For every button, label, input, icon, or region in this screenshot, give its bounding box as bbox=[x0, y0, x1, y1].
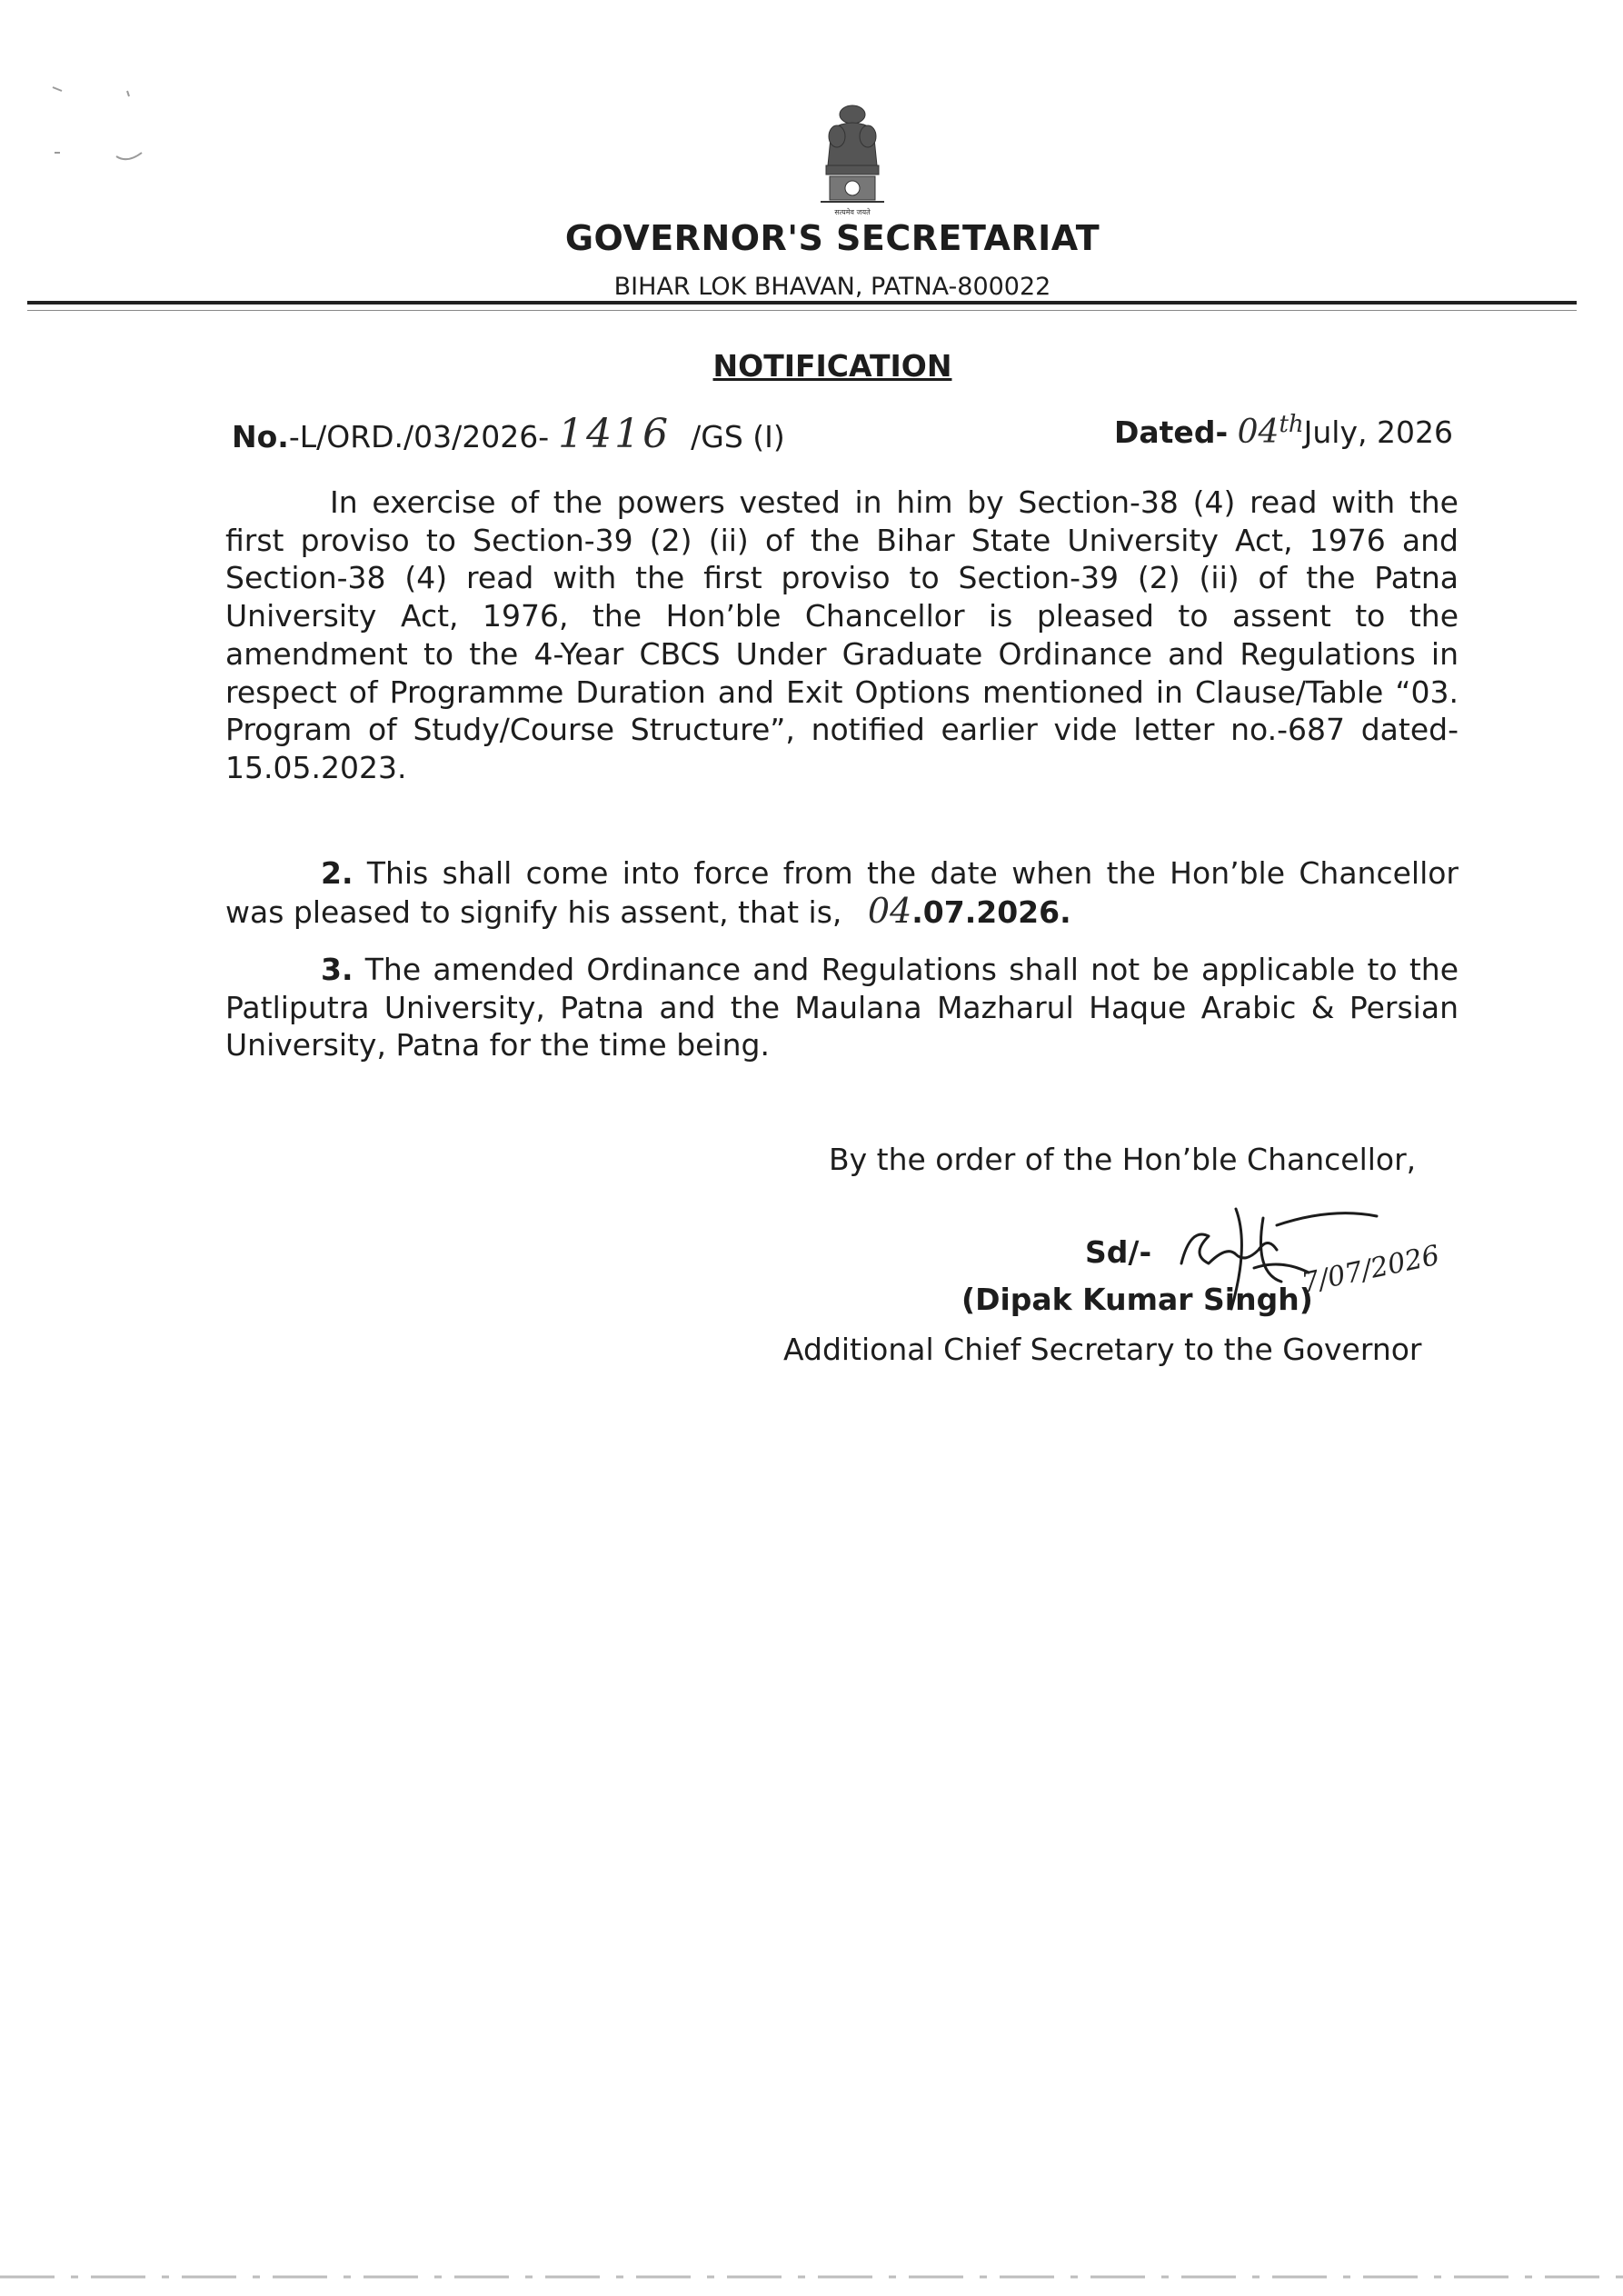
reference-prefix: -L/ORD./03/2026- bbox=[288, 419, 550, 454]
paragraph-2-handwritten-day: 04 bbox=[867, 890, 912, 931]
paragraph-3-text: The amended Ordinance and Regulations shall not be applicable to the Patliputra University, Patna and the Maulana Mazharul Haque Arabic & Persian University, Patna for the time being. bbox=[225, 952, 1459, 1063]
signatory-name: (Dipak Kumar Singh) bbox=[961, 1282, 1313, 1317]
dated-label: Dated- bbox=[1114, 414, 1229, 450]
emblem-motto: सत्यमेव जयते bbox=[834, 208, 871, 216]
reference-label: No. bbox=[232, 419, 289, 454]
signatory-designation: Additional Chief Secretary to the Governor bbox=[783, 1332, 1422, 1367]
sd-label: Sd/- bbox=[1085, 1234, 1152, 1270]
office-name: GOVERNOR'S SECRETARIAT bbox=[564, 218, 1100, 258]
header-rule-thin bbox=[27, 310, 1577, 311]
paragraph-2-text: This shall come into force from the date when the Hon’ble Chancellor was pleased to signify his assent, that is, bbox=[225, 855, 1459, 930]
notification-date bbox=[1114, 411, 1453, 451]
order-line: By the order of the Hon’ble Chancellor, bbox=[829, 1142, 1417, 1177]
dated-handwritten-day: 04 bbox=[1237, 414, 1279, 451]
reference-handwritten-number: 1416 bbox=[558, 411, 672, 457]
dated-day-suffix: th bbox=[1279, 411, 1304, 438]
national-emblem-icon bbox=[813, 102, 891, 218]
reference-suffix: /GS (I) bbox=[691, 419, 785, 454]
paragraph-2 bbox=[225, 854, 1459, 931]
paragraph-2-number: 2. bbox=[321, 855, 353, 891]
paragraph-2-date-rest: .07.2026. bbox=[911, 893, 1071, 930]
reference-number bbox=[232, 411, 785, 457]
handwritten-signature bbox=[1127, 1182, 1443, 1327]
signature-date: 7/07/2026 bbox=[1299, 1239, 1443, 1300]
paragraph-3 bbox=[225, 951, 1459, 1064]
office-address: BIHAR LOK BHAVAN, PATNA-800022 bbox=[613, 273, 1051, 301]
notification-heading: NOTIFICATION bbox=[712, 348, 952, 384]
paragraph-3-number: 3. bbox=[321, 952, 353, 987]
paragraph-1: In exercise of the powers vested in him by Section-38 (4) read with the first proviso to Section-39 (2) (ii) of the Bihar State University Act, 1976 and Section-38 (4) read with the first proviso to Section-39 (2) (ii) of the Patna University Act, 1976, the Hon’ble Chancellor is pleased to assent to the amendment to the 4-Year CBCS Under Graduate Ordinance and Regulations in respect of Programme Duration and Exit Options mentioned in Clause/Table “03. Program of Study/Course Structure”, notified earlier vide letter no.-687 dated-15.05.2023. bbox=[225, 484, 1459, 785]
dated-month-year: July, 2026 bbox=[1303, 414, 1453, 450]
header-rule bbox=[27, 301, 1577, 304]
